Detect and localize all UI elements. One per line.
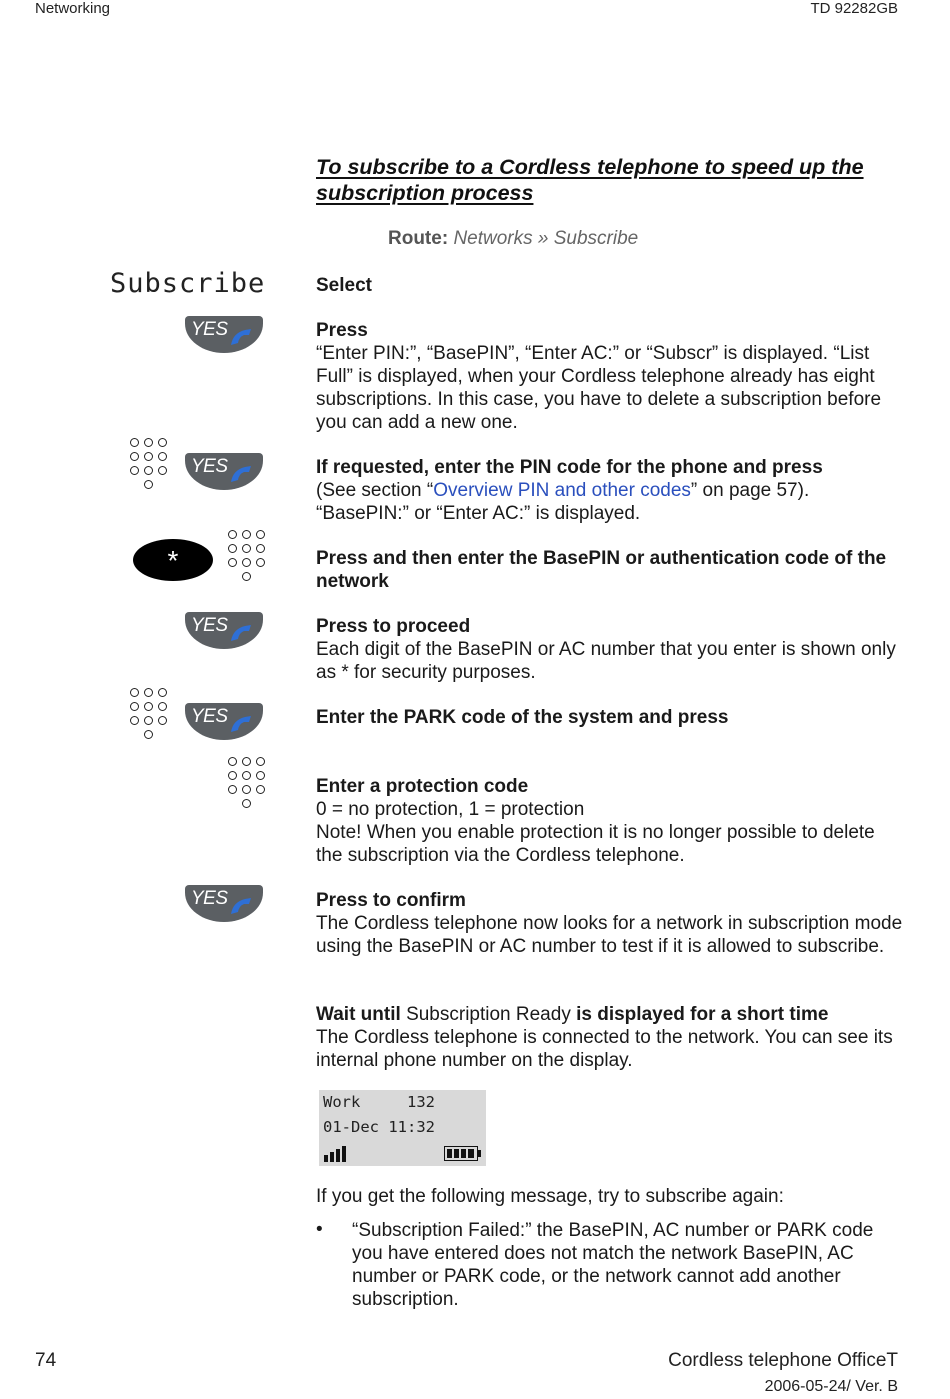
- page-number: 74: [35, 1350, 57, 1371]
- yes-key-icon: [185, 703, 263, 740]
- step-protection-line2: Note! When you enable protection it is no longer possible to delete the subscription via the Cordless telephone.: [316, 822, 875, 866]
- route: [388, 228, 638, 250]
- step-wait-heading: [316, 1003, 906, 1026]
- step-wait-bold1: Wait until: [316, 1004, 401, 1025]
- step-park-heading: Enter the PARK code of the system and press: [316, 707, 729, 728]
- display-line-2: 01-Dec 11:32: [323, 1118, 435, 1136]
- yes-key-label: YES: [191, 706, 228, 727]
- step-protection-line1: 0 = no protection, 1 = protection: [316, 799, 585, 820]
- step-confirm-text: The Cordless telephone now looks for a network in subscription mode using the BasePIN or AC number to test if it is allowed to subscribe.: [316, 913, 903, 957]
- route-label: Route:: [388, 228, 449, 249]
- handset-icon: [229, 896, 255, 916]
- keypad-icon: [130, 438, 170, 492]
- step-press: [316, 319, 906, 434]
- step-select: [316, 274, 906, 297]
- step-wait-plain: Subscription Ready: [406, 1004, 571, 1025]
- step-proceed: [316, 615, 906, 684]
- step-proceed-heading: Press to proceed: [316, 616, 471, 637]
- yes-key-label: YES: [191, 456, 228, 477]
- step-basepin-heading: Press and then enter the BasePIN or authentication code of the network: [316, 548, 887, 592]
- handset-icon: [229, 623, 255, 643]
- yes-key-icon: [185, 885, 263, 922]
- yes-key-label: YES: [191, 615, 228, 636]
- step-basepin: [316, 547, 906, 593]
- step-pin-text: [316, 479, 906, 525]
- bullet-subscription-failed: “Subscription Failed:” the BasePIN, AC number or PARK code you have entered does not match the network BasePIN, AC number or PARK code, or the network cannot add another subscription.: [352, 1220, 874, 1310]
- step-pin-text-before: (See section “: [316, 480, 434, 501]
- footer-date: 2006-05-24/ Ver. B: [764, 1378, 898, 1395]
- overview-pin-link[interactable]: Overview PIN and other codes: [433, 480, 691, 501]
- display-line-1: Work 132: [323, 1093, 435, 1111]
- handset-icon: [229, 327, 255, 347]
- signal-strength-icon: [324, 1144, 352, 1162]
- retry-text: If you get the following message, try to subscribe again:: [316, 1186, 784, 1207]
- step-pin-heading: If requested, enter the PIN code for the phone and press: [316, 457, 823, 478]
- step-confirm: [316, 889, 906, 958]
- star-key-icon: *: [133, 539, 213, 581]
- yes-key-icon: [185, 612, 263, 649]
- step-select-heading: Select: [316, 275, 372, 296]
- step-protection-heading: Enter a protection code: [316, 776, 529, 797]
- handset-icon: [229, 464, 255, 484]
- subscribe-lcd-icon: Subscribe: [110, 268, 266, 299]
- page-title: To subscribe to a Cordless telephone to speed up the subscription process: [316, 155, 864, 205]
- battery-icon: [444, 1146, 482, 1161]
- route-path: Networks » Subscribe: [453, 228, 639, 249]
- step-wait-bold2: is displayed for a short time: [576, 1004, 829, 1025]
- step-pin-text-after: ” on page 57). “BasePIN:” or “Enter AC:” is displayed.: [316, 480, 810, 524]
- footer-product: Cordless telephone OfficeT: [668, 1350, 898, 1371]
- header-section: Networking: [35, 0, 111, 17]
- step-protection: [316, 775, 906, 867]
- phone-display: [319, 1090, 486, 1166]
- yes-key-icon: [185, 316, 263, 353]
- step-wait: [316, 1003, 906, 1072]
- step-press-heading: Press: [316, 320, 368, 341]
- yes-key-label: YES: [191, 888, 228, 909]
- handset-icon: [229, 714, 255, 734]
- step-proceed-text: Each digit of the BasePIN or AC number that you enter is shown only as * for security purposes.: [316, 639, 896, 683]
- keypad-icon: [130, 688, 170, 742]
- yes-key-label: YES: [191, 319, 228, 340]
- step-wait-text: The Cordless telephone is connected to the network. You can see its internal phone number on the display.: [316, 1027, 893, 1071]
- keypad-icon: [228, 757, 268, 811]
- step-park: [316, 706, 906, 729]
- yes-key-icon: [185, 453, 263, 490]
- header-doc-id: TD 92282GB: [810, 0, 898, 17]
- keypad-icon: [228, 530, 268, 584]
- step-confirm-heading: Press to confirm: [316, 890, 466, 911]
- step-press-text: “Enter PIN:”, “BasePIN”, “Enter AC:” or “Subscr” is displayed. “List Full” is displayed, when your Cordless telephone already has eight subscriptions. In this case, you have to delete a subscription before you can add a new one.: [316, 343, 882, 433]
- bullet-dot: •: [316, 1219, 323, 1240]
- step-pin: [316, 456, 906, 525]
